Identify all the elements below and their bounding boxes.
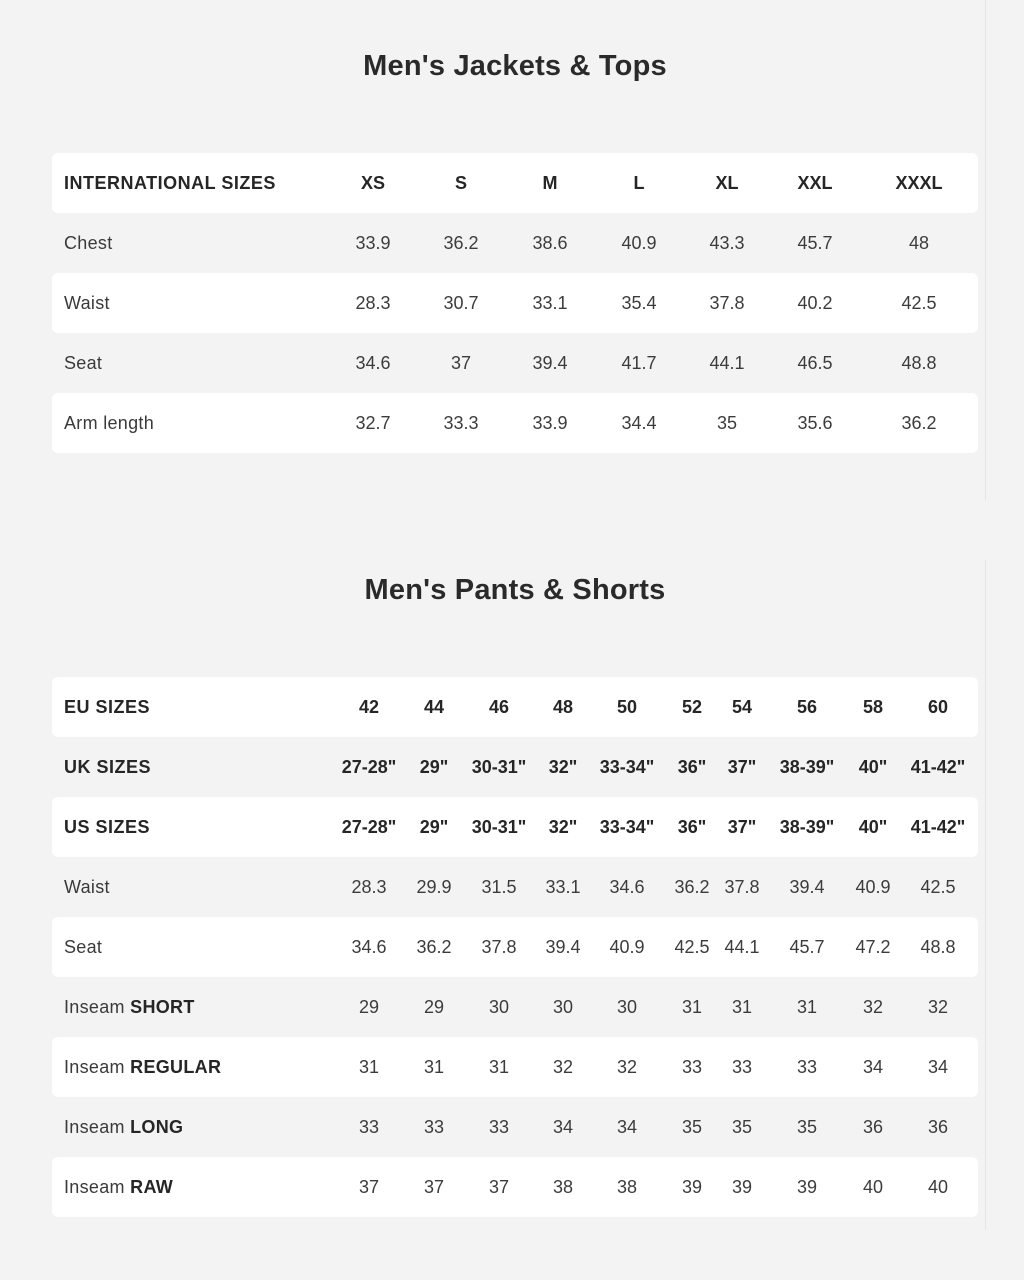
measurement-cell: 39.4 xyxy=(545,937,581,957)
row-label xyxy=(64,977,195,1037)
table-header-row xyxy=(52,677,978,737)
table-row xyxy=(52,857,978,917)
measurement-cell: 40.9 xyxy=(609,937,645,957)
measurement-cell: 38 xyxy=(552,1177,574,1197)
measurement-cell: 36.2 xyxy=(901,413,937,433)
measurement-cell: 38.6 xyxy=(532,233,568,253)
size-header-cell: L xyxy=(633,173,645,193)
size-header-cell: 29" xyxy=(419,757,449,777)
row-label-emphasis: REGULAR xyxy=(130,1057,222,1077)
measurement-cell: 35 xyxy=(731,1117,753,1137)
measurement-cell: 31 xyxy=(796,997,818,1017)
measurement-cell: 29.9 xyxy=(416,877,452,897)
measurement-cell: 36.2 xyxy=(443,233,479,253)
row-label xyxy=(64,1097,183,1157)
measurement-cell: 37.8 xyxy=(481,937,517,957)
table-header-row xyxy=(52,797,978,857)
measurement-cell: 36.2 xyxy=(416,937,452,957)
measurement-cell: 42.5 xyxy=(901,293,937,313)
measurement-cell: 43.3 xyxy=(709,233,745,253)
size-header-cell: 27-28" xyxy=(341,757,397,777)
measurement-cell: 44.1 xyxy=(709,353,745,373)
row-label-text: INTERNATIONAL SIZES xyxy=(64,173,276,193)
size-header-cell: 50 xyxy=(616,697,638,717)
measurement-cell: 40 xyxy=(862,1177,884,1197)
size-header-cell: 44 xyxy=(423,697,445,717)
size-header-cell: 37" xyxy=(727,817,757,837)
measurement-cell: 32 xyxy=(927,997,949,1017)
measurement-cell: 28.3 xyxy=(355,293,391,313)
measurement-cell: 39.4 xyxy=(532,353,568,373)
table-row xyxy=(52,213,978,273)
measurement-cell: 33 xyxy=(488,1117,510,1137)
row-label-text: UK SIZES xyxy=(64,757,152,777)
size-header-cell: 41-42" xyxy=(910,817,966,837)
row-label-text: Inseam xyxy=(64,1057,125,1077)
size-header-cell: M xyxy=(542,173,558,193)
measurement-cell: 31 xyxy=(423,1057,445,1077)
table-row xyxy=(52,1097,978,1157)
row-label xyxy=(64,1157,173,1217)
measurement-cell: 45.7 xyxy=(789,937,825,957)
measurement-cell: 44.1 xyxy=(724,937,760,957)
row-label xyxy=(64,917,102,977)
size-header-cell: 36" xyxy=(677,757,707,777)
measurement-cell: 48 xyxy=(908,233,930,253)
measurement-cell: 33.9 xyxy=(532,413,568,433)
measurement-cell: 35.4 xyxy=(621,293,657,313)
row-label xyxy=(64,1037,221,1097)
measurement-cell: 34 xyxy=(552,1117,574,1137)
table-row xyxy=(52,273,978,333)
size-header-cell: 27-28" xyxy=(341,817,397,837)
row-label-text: Seat xyxy=(64,353,103,373)
size-header-cell: 38-39" xyxy=(779,757,835,777)
measurement-cell: 34.6 xyxy=(355,353,391,373)
size-header-cell: 48 xyxy=(552,697,574,717)
measurement-cell: 33.9 xyxy=(355,233,391,253)
size-header-cell: 30-31" xyxy=(471,817,527,837)
measurement-cell: 34 xyxy=(927,1057,949,1077)
measurement-cell: 40.9 xyxy=(855,877,891,897)
size-header-cell: XS xyxy=(360,173,386,193)
table-row xyxy=(52,1037,978,1097)
size-header-cell: 33-34" xyxy=(599,817,655,837)
measurement-cell: 36 xyxy=(862,1117,884,1137)
row-label xyxy=(64,393,154,453)
measurement-cell: 37.8 xyxy=(709,293,745,313)
size-header-cell: 41-42" xyxy=(910,757,966,777)
size-header-cell: 60 xyxy=(927,697,949,717)
measurement-cell: 42.5 xyxy=(920,877,956,897)
row-label-text: Inseam xyxy=(64,1117,125,1137)
size-header-cell: 56 xyxy=(796,697,818,717)
measurement-cell: 39.4 xyxy=(789,877,825,897)
table-header-row xyxy=(52,153,978,213)
measurement-cell: 38 xyxy=(616,1177,638,1197)
measurement-cell: 32.7 xyxy=(355,413,391,433)
size-header-cell: 54 xyxy=(731,697,753,717)
row-label-text: US SIZES xyxy=(64,817,151,837)
row-label-text: Waist xyxy=(64,877,110,897)
measurement-cell: 39 xyxy=(681,1177,703,1197)
measurement-cell: 48.8 xyxy=(920,937,956,957)
measurement-cell: 37 xyxy=(358,1177,380,1197)
size-header-cell: 38-39" xyxy=(779,817,835,837)
size-header-cell: 46 xyxy=(488,697,510,717)
measurement-cell: 33.3 xyxy=(443,413,479,433)
size-header-cell: 33-34" xyxy=(599,757,655,777)
measurement-cell: 32 xyxy=(552,1057,574,1077)
measurement-cell: 34.6 xyxy=(351,937,387,957)
measurement-cell: 35.6 xyxy=(797,413,833,433)
row-label-text: Chest xyxy=(64,233,113,253)
row-label xyxy=(64,153,276,213)
measurement-cell: 47.2 xyxy=(855,937,891,957)
row-label xyxy=(64,857,110,917)
row-label-text: EU SIZES xyxy=(64,697,151,717)
measurement-cell: 39 xyxy=(796,1177,818,1197)
row-label-text: Inseam xyxy=(64,997,125,1017)
size-header-cell: 37" xyxy=(727,757,757,777)
row-label-emphasis: RAW xyxy=(130,1177,174,1197)
row-label-text: Inseam xyxy=(64,1177,125,1197)
measurement-cell: 29 xyxy=(423,997,445,1017)
measurement-cell: 29 xyxy=(358,997,380,1017)
measurement-cell: 30 xyxy=(488,997,510,1017)
divider-line-bottom xyxy=(985,560,986,1230)
size-header-cell: 58 xyxy=(862,697,884,717)
measurement-cell: 34 xyxy=(862,1057,884,1077)
measurement-cell: 36.2 xyxy=(674,877,710,897)
row-label xyxy=(64,333,102,393)
measurement-cell: 37.8 xyxy=(724,877,760,897)
measurement-cell: 33.1 xyxy=(545,877,581,897)
measurement-cell: 34.6 xyxy=(609,877,645,897)
measurement-cell: 37 xyxy=(423,1177,445,1197)
measurement-cell: 37 xyxy=(450,353,472,373)
row-label-text: Seat xyxy=(64,937,103,957)
table-header-row xyxy=(52,737,978,797)
pants-title: Men's Pants & Shorts xyxy=(364,574,666,606)
measurement-cell: 34 xyxy=(616,1117,638,1137)
row-label-text: Waist xyxy=(64,293,110,313)
pants-size-table xyxy=(52,677,978,1217)
measurement-cell: 33 xyxy=(796,1057,818,1077)
size-header-cell: XL xyxy=(715,173,739,193)
size-header-cell: 42 xyxy=(358,697,380,717)
measurement-cell: 36 xyxy=(927,1117,949,1137)
measurement-cell: 34.4 xyxy=(621,413,657,433)
measurement-cell: 48.8 xyxy=(901,353,937,373)
measurement-cell: 40.2 xyxy=(797,293,833,313)
measurement-cell: 31 xyxy=(358,1057,380,1077)
size-header-cell: 36" xyxy=(677,817,707,837)
measurement-cell: 40 xyxy=(927,1177,949,1197)
row-label xyxy=(64,737,151,797)
measurement-cell: 30 xyxy=(616,997,638,1017)
size-header-cell: 40" xyxy=(858,817,888,837)
measurement-cell: 30.7 xyxy=(443,293,479,313)
measurement-cell: 40.9 xyxy=(621,233,657,253)
row-label-emphasis: LONG xyxy=(130,1117,184,1137)
measurement-cell: 37 xyxy=(488,1177,510,1197)
table-row xyxy=(52,977,978,1037)
measurement-cell: 32 xyxy=(862,997,884,1017)
measurement-cell: 31 xyxy=(488,1057,510,1077)
measurement-cell: 33 xyxy=(423,1117,445,1137)
row-label xyxy=(64,213,113,273)
size-header-cell: S xyxy=(454,173,468,193)
measurement-cell: 31.5 xyxy=(481,877,517,897)
table-row xyxy=(52,917,978,977)
size-header-cell: XXL xyxy=(797,173,833,193)
jackets-size-table xyxy=(52,153,978,453)
table-row xyxy=(52,333,978,393)
measurement-cell: 33.1 xyxy=(532,293,568,313)
measurement-cell: 35 xyxy=(796,1117,818,1137)
measurement-cell: 33 xyxy=(358,1117,380,1137)
jackets-title: Men's Jackets & Tops xyxy=(363,50,667,82)
measurement-cell: 30 xyxy=(552,997,574,1017)
size-header-cell: 52 xyxy=(681,697,703,717)
size-header-cell: 32" xyxy=(548,757,578,777)
size-header-cell: 29" xyxy=(419,817,449,837)
measurement-cell: 33 xyxy=(681,1057,703,1077)
measurement-cell: 31 xyxy=(731,997,753,1017)
measurement-cell: 33 xyxy=(731,1057,753,1077)
measurement-cell: 32 xyxy=(616,1057,638,1077)
row-label xyxy=(64,797,150,857)
measurement-cell: 45.7 xyxy=(797,233,833,253)
measurement-cell: 28.3 xyxy=(351,877,387,897)
measurement-cell: 41.7 xyxy=(621,353,657,373)
measurement-cell: 39 xyxy=(731,1177,753,1197)
size-header-cell: 30-31" xyxy=(471,757,527,777)
table-row xyxy=(52,1157,978,1217)
row-label-text: Arm length xyxy=(64,413,155,433)
measurement-cell: 35 xyxy=(716,413,738,433)
measurement-cell: 35 xyxy=(681,1117,703,1137)
table-row xyxy=(52,393,978,453)
size-header-cell: XXXL xyxy=(895,173,943,193)
row-label xyxy=(64,273,110,333)
size-header-cell: 32" xyxy=(548,817,578,837)
row-label-emphasis: SHORT xyxy=(130,997,195,1017)
row-label xyxy=(64,677,150,737)
size-header-cell: 40" xyxy=(858,757,888,777)
measurement-cell: 31 xyxy=(681,997,703,1017)
measurement-cell: 42.5 xyxy=(674,937,710,957)
measurement-cell: 46.5 xyxy=(797,353,833,373)
